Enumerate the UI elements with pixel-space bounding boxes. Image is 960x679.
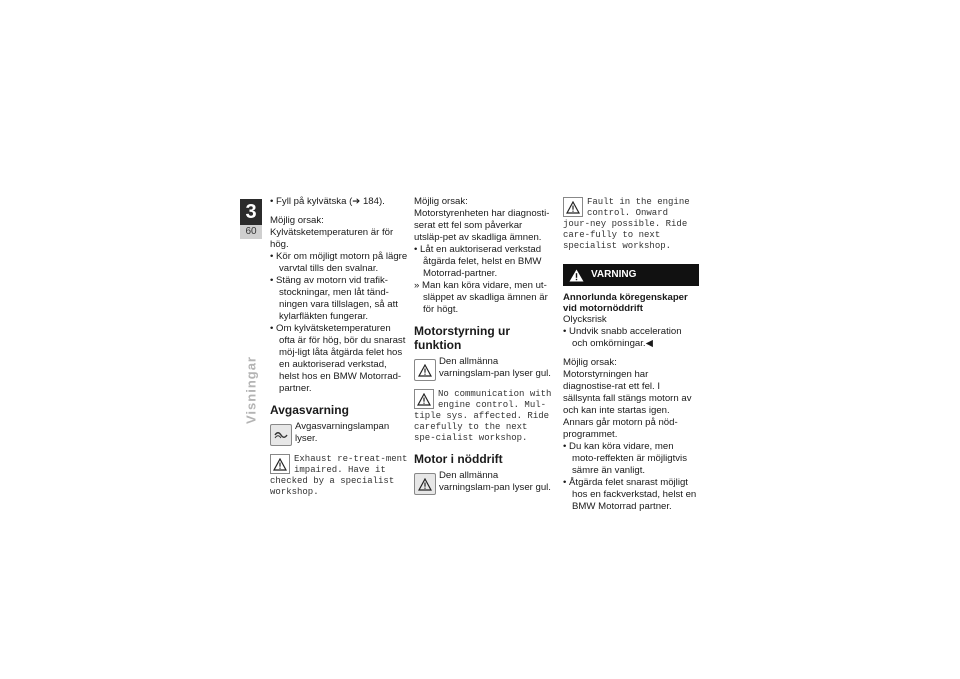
list-item: • Låt en auktoriserad verkstad åtgärda felet, helst en BMW Motorrad-partner. bbox=[414, 244, 542, 279]
cause-text: Kylvätsketemperaturen är för hög. bbox=[270, 227, 394, 250]
section-heading-exhaust: Avgasvarning bbox=[270, 403, 349, 417]
lamp-text: Den allmänna varningslam-pan lyser gul. bbox=[439, 356, 551, 379]
column-3 bbox=[563, 197, 699, 513]
warning-label: VARNING bbox=[591, 269, 637, 280]
lamp-row bbox=[270, 421, 408, 446]
list-item: • Undvik snabb acceleration och omkörningar.◀ bbox=[563, 326, 682, 349]
column-2 bbox=[414, 196, 552, 495]
display-message: No communication with engine control. Mul-tiple sys. affected. Ride carefully to the next spe-cialist workshop. bbox=[414, 389, 552, 443]
warning-triangle-icon bbox=[563, 197, 583, 217]
warning-triangle-icon bbox=[270, 454, 290, 474]
section-heading-emergency-mode: Motor i nöddrift bbox=[414, 452, 503, 466]
chapter-tab bbox=[240, 199, 262, 239]
risk-label: Olycksrisk bbox=[563, 314, 607, 325]
list-item: • Du kan köra vidare, men moto-reffekten är möjligtvis sämre än vanligt. bbox=[563, 441, 687, 476]
exhaust-warning-icon bbox=[270, 424, 292, 446]
section-heading-engine-control: Motorstyrning ur funktion bbox=[414, 324, 510, 352]
cause-text: Motorstyrningen har diagnostise-rat ett fel. I sällsynta fall stängs motorn av och kan inte startas igen. Annars går motorn på nöd-programmet. bbox=[563, 369, 692, 440]
display-message: Fault in the engine control. Onward jour-ney possible. Ride care-fully to next specialist workshop. bbox=[563, 197, 690, 251]
list-item: • Åtgärda felet snarast möjligt hos en fackverkstad, helst en BMW Motorrad partner. bbox=[563, 477, 697, 512]
list-item: • Stäng av motorn vid trafik-stockningar, men låt tänd-ningen vara tillslagen, så att kylarfläkten fungerar. bbox=[270, 275, 398, 322]
warning-banner bbox=[563, 264, 699, 286]
column-1 bbox=[270, 196, 408, 498]
lamp-text: Avgasvarningslampan lyser. bbox=[295, 421, 390, 444]
cause-text: Motorstyrenheten har diagnosti-serat ett fel som påverkar utsläp-pet av skadliga ämnen. bbox=[414, 208, 550, 243]
warning-triangle-icon bbox=[414, 389, 434, 409]
possible-cause-label: Möjlig orsak: bbox=[563, 357, 617, 368]
lamp-text: Den allmänna varningslam-pan lyser gul. bbox=[439, 470, 551, 493]
list-item: • Om kylvätsketemperaturen ofta är för hög, bör du snarast möj-ligt låta åtgärda felet hos en auktoriserad verkstad, helst hos en BMW Motorrad-partner. bbox=[270, 323, 406, 394]
display-message: Exhaust re-treat-ment impaired. Have it checked by a specialist workshop. bbox=[270, 454, 408, 497]
lamp-row bbox=[414, 470, 552, 495]
page-number: 60 bbox=[240, 225, 262, 239]
list-item: • Fyll på kylvätska (➔ 184). bbox=[270, 196, 385, 207]
possible-cause-label: Möjlig orsak: bbox=[270, 215, 324, 226]
possible-cause-label: Möjlig orsak: bbox=[414, 196, 468, 207]
warning-title: Annorlunda köregenskaper vid motornöddrift bbox=[563, 292, 688, 314]
list-item: • Kör om möjligt motorn på lägre varvtal tills den svalnar. bbox=[270, 251, 408, 274]
general-warning-icon bbox=[414, 359, 436, 381]
general-warning-icon bbox=[414, 473, 436, 495]
chapter-title-vertical bbox=[238, 340, 264, 440]
chapter-title: Visningar bbox=[243, 355, 259, 425]
warning-triangle-icon bbox=[569, 269, 584, 282]
chapter-number: 3 bbox=[240, 199, 262, 225]
lamp-row bbox=[414, 356, 552, 381]
result-item: » Man kan köra vidare, men ut-släppet av skadliga ämnen är för högt. bbox=[414, 280, 548, 315]
